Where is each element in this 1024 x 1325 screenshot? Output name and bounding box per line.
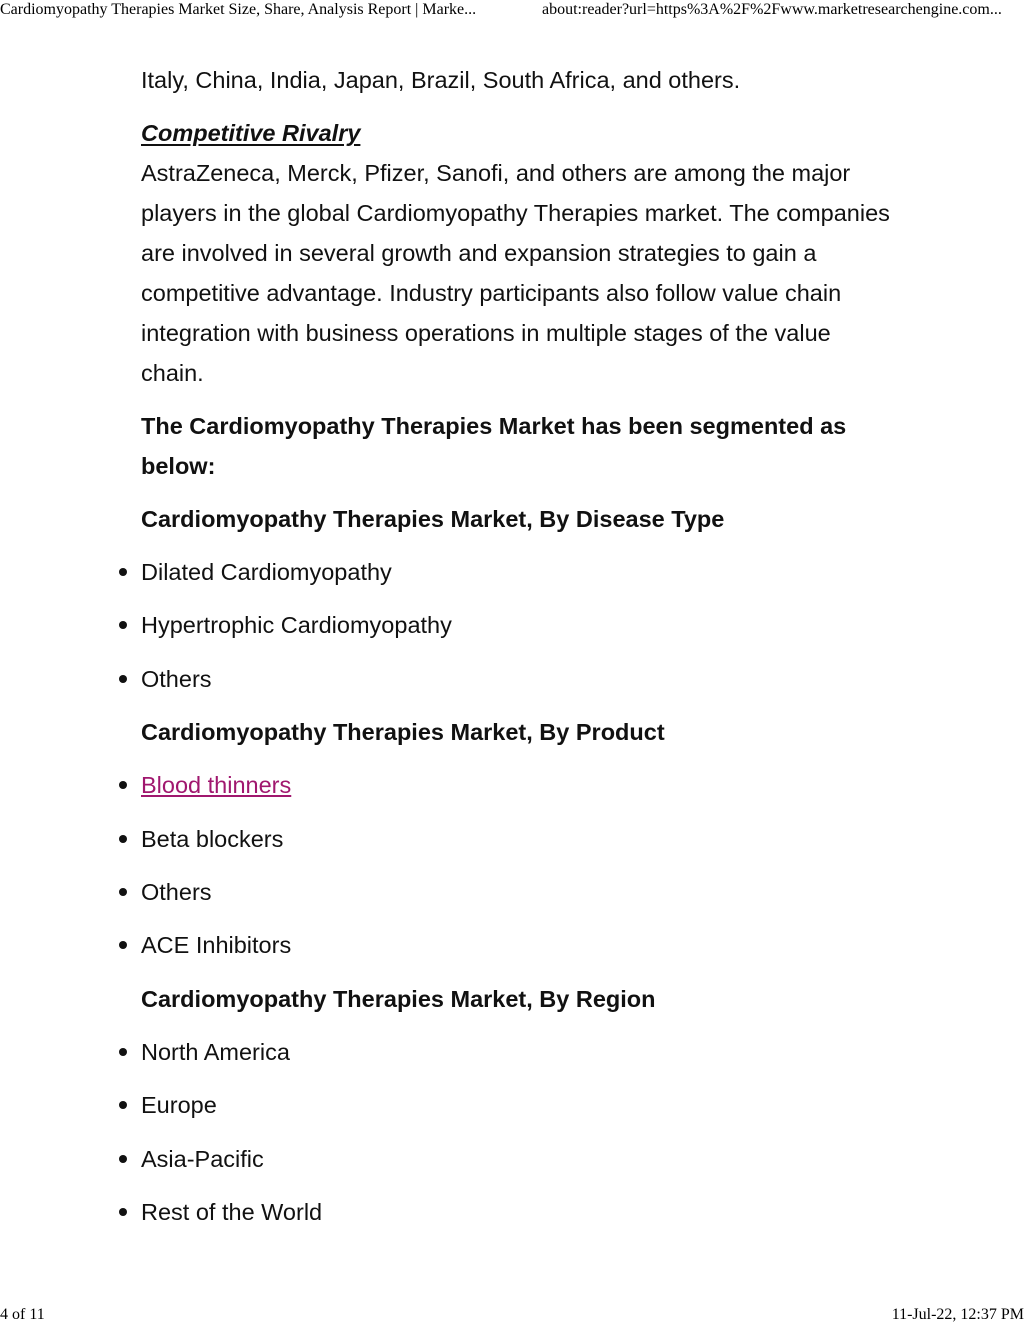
list-item <box>141 659 891 699</box>
bullet-icon <box>119 888 127 896</box>
print-header <box>0 0 1024 22</box>
product-list <box>141 765 891 965</box>
list-item <box>141 872 891 912</box>
bullet-icon <box>119 941 127 949</box>
list-item-label: Beta blockers <box>141 825 284 852</box>
list-item <box>141 552 891 592</box>
list-item <box>141 1192 891 1232</box>
list-item-label: Others <box>141 878 212 905</box>
list-item-label: Others <box>141 665 212 692</box>
list-item-label: Dilated Cardiomyopathy <box>141 559 392 585</box>
competitive-rivalry-paragraph: AstraZeneca, Merck, Pfizer, Sanofi, and others are among the major players in the global Cardiomyopathy Therapies market. The companies are involved in several growth and expansion strategies to gain a competitive advantage. Industry participants also follow value chain integration with business operations in multiple stages of the value chain. <box>141 160 890 386</box>
list-item <box>141 819 891 859</box>
bullet-icon <box>119 1208 127 1216</box>
page-title: Cardiomyopathy Therapies Market Size, Share, Analysis Report | Marke... <box>0 1 477 18</box>
bullet-icon <box>119 621 127 629</box>
list-item <box>141 1032 891 1072</box>
reader-article <box>141 60 891 1245</box>
list-item-label: Asia-Pacific <box>141 1145 264 1172</box>
page-counter: 4 of 11 <box>0 1306 45 1323</box>
print-footer <box>0 1305 1024 1325</box>
list-item-label: Europe <box>141 1092 217 1119</box>
list-item <box>141 925 891 965</box>
blood-thinners-link[interactable]: Blood thinners <box>141 772 292 799</box>
bullet-icon <box>119 781 127 789</box>
competitive-rivalry-title: Competitive Rivalry <box>141 120 361 146</box>
region-list <box>141 1032 891 1232</box>
list-item-label: Rest of the World <box>141 1198 323 1225</box>
disease-type-heading: Cardiomyopathy Therapies Market, By Disease Type <box>141 506 725 532</box>
bullet-icon <box>119 1101 127 1109</box>
list-item-label: Hypertrophic Cardiomyopathy <box>141 612 452 639</box>
bullet-icon <box>119 1048 127 1056</box>
intro-paragraph: Italy, China, India, Japan, Brazil, South Africa, and others. <box>141 67 741 93</box>
product-heading: Cardiomyopathy Therapies Market, By Product <box>141 719 665 746</box>
bullet-icon <box>119 835 127 843</box>
region-heading: Cardiomyopathy Therapies Market, By Region <box>141 985 656 1012</box>
segmented-heading: The Cardiomyopathy Therapies Market has been segmented as below: <box>141 413 847 479</box>
print-timestamp: 11-Jul-22, 12:37 PM <box>891 1306 1024 1323</box>
list-item-label: ACE Inhibitors <box>141 932 292 959</box>
list-item-label: North America <box>141 1038 290 1065</box>
list-item <box>141 1085 891 1125</box>
bullet-icon <box>119 568 127 576</box>
disease-type-list <box>141 552 891 699</box>
bullet-icon <box>119 675 127 683</box>
list-item <box>141 1139 891 1179</box>
list-item <box>141 605 891 645</box>
bullet-icon <box>119 1155 127 1163</box>
list-item <box>141 765 891 805</box>
page-url: about:reader?url=https%3A%2F%2Fwww.marketresearchengine.com... <box>542 1 1002 18</box>
